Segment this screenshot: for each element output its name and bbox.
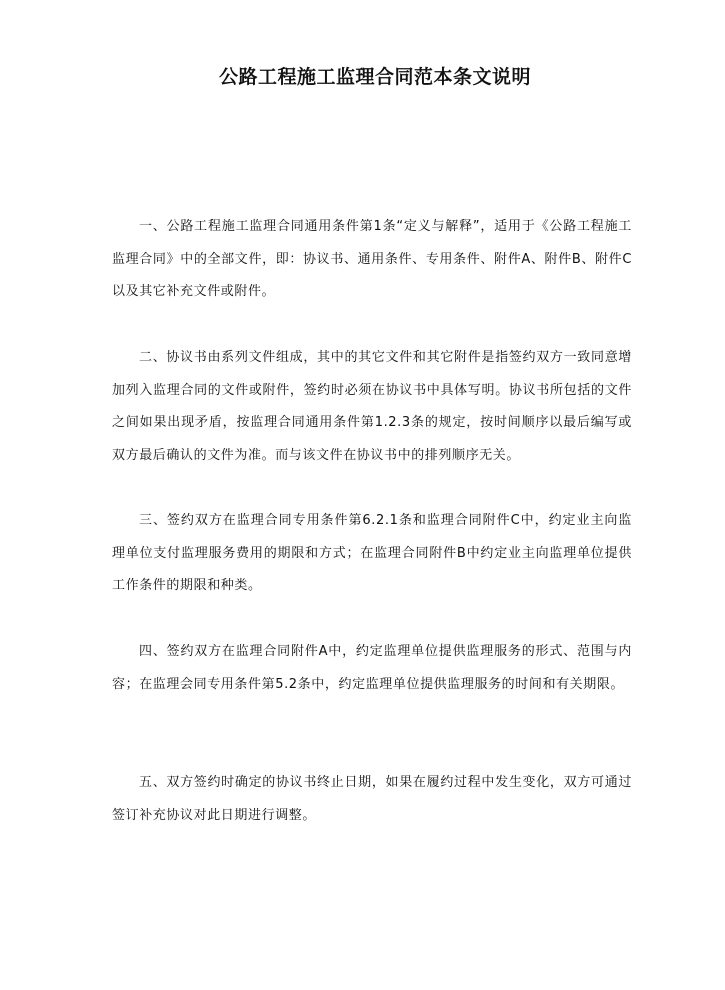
paragraph-5: 五、双方签约时确定的协议书终止日期，如果在履约过程中发生变化，双方可通过签订补充协议对此日期进行调整。 [112,775,632,823]
paragraph-1: 一、公路工程施工监理合同通用条件第1条“定义与解释”，适用于《公路工程施工监理合同》中的全部文件，即：协议书、通用条件、专用条件、附件A、附件B、附件C以及其它补充文件或附件。 [112,219,632,299]
paragraph-4: 四、签约双方在监理合同附件A中，约定监理单位提供监理服务的形式、范围与内容；在监理会同专用条件第5.2条中，约定监理单位提供监理服务的时间和有关期限。 [112,644,632,692]
paragraph-2: 二、协议书由系列文件组成，其中的其它文件和其它附件是指签约双方一致同意增加列入监理合同的文件或附件，签约时必须在协议书中具体写明。协议书所包括的文件之间如果出现矛盾，按监理合同通用条件第1.2.3条的规定，按时间顺序以最后编写或双方最后确认的文件为准。而与该文件在协议书中的排列顺序无关。 [112,350,632,463]
paragraph-3: 三、签约双方在监理合同专用条件第6.2.1条和监理合同附件C中，约定业主向监理单位支付监理服务费用的期限和方式；在监理合同附件B中约定业主向监理单位提供工作条件的期限和种类。 [112,513,632,593]
document-title: 公路工程施工监理合同范本条文说明 [218,66,531,88]
